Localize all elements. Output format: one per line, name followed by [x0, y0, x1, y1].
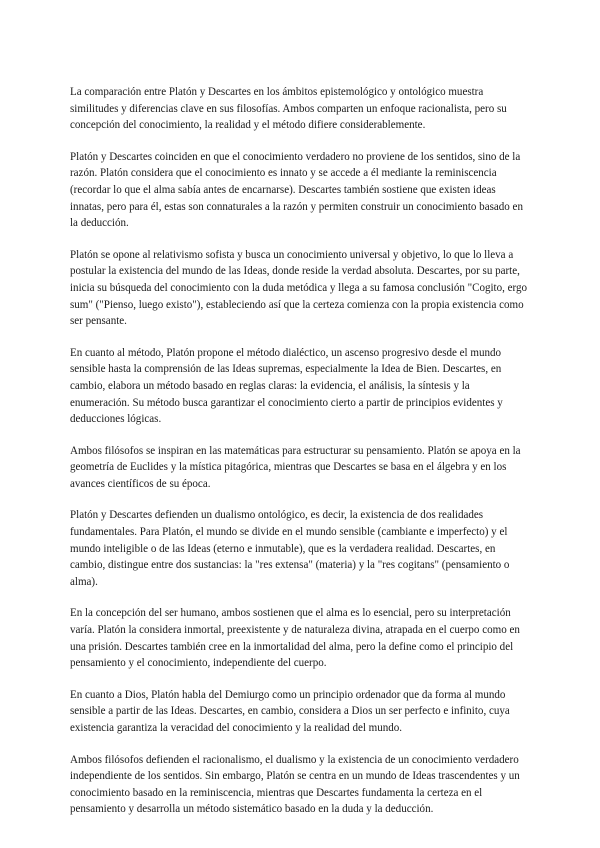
paragraph-dualism: Platón y Descartes defienden un dualismo ontológico, es decir, la existencia de dos realidades fundamentales. Para Platón, el mundo se divide en el mundo sensible (cambiante e imperfecto) y el mundo inteligible o de las Ideas (eterno e inmutable), que es la verdadera realidad. Descartes, en cambio, distingue entre dos sustancias: la "res extensa" (materia) y la "res cogitans" (pensamiento o alma). [70, 509, 510, 588]
paragraph-method: En cuanto al método, Platón propone el método dialéctico, un ascenso progresivo desde el mundo sensible hasta la comprensión de las Ideas supremas, especialmente la Idea de Bien. Descartes, en cambio, elabora un método basado en reglas claras: la evidencia, el análisis, la síntesis y la enumeración. Su método busca garantizar el conocimiento cierto a partir de principios evidentes y deducciones lógicas. [70, 346, 503, 426]
paragraph-human-being: En la concepción del ser humano, ambos sostienen que el alma es lo esencial, pero su interpretación varía. Platón la considera inmortal, preexistente y de naturaleza divina, atrapada en el cuerpo como en una prisión. Descartes también cree en la inmortalidad del alma, pero la define como el principio del pensamiento y el conocimiento, independiente del cuerpo. [70, 607, 520, 670]
paragraph-intro: La comparación entre Platón y Descartes en los ámbitos epistemológico y ontológico muestra similitudes y diferencias clave en sus filosofías. Ambos comparten un enfoque racionalista, pero su concepción del conocimiento, la realidad y el método difiere considerablemente. [70, 86, 507, 132]
paragraph-god: En cuanto a Dios, Platón habla del Demiurgo como un principio ordenador que da forma al mundo sensible a partir de las Ideas. Descartes, en cambio, considera a Dios un ser perfecto e infinito, cuya existencia garantiza la veracidad del conocimiento y la realidad del mundo. [70, 688, 510, 734]
paragraph-conclusion: Ambos filósofos defienden el racionalismo, el dualismo y la existencia de un conocimiento verdadero independiente de los sentidos. Sin embargo, Platón se centra en un mundo de Ideas trascendentes y un conocimiento basado en la reminiscencia, mientras que Descartes fundamenta la certeza en el pensamiento y desarrolla un método sistemático basado en la duda y la deducción. [70, 753, 520, 816]
paragraph-knowledge-source: Platón y Descartes coinciden en que el conocimiento verdadero no proviene de los sentidos, sino de la razón. Platón considera que el conocimiento es innato y se accede a él mediante la reminiscencia (recordar lo que el alma sabía antes de encarnarse). Descartes también sostiene que existen ideas innatas, pero para él, estas son connaturales a la razón y permiten construir un conocimiento basado en la deducción. [70, 150, 523, 230]
paragraph-relativism: Platón se opone al relativismo sofista y busca un conocimiento universal y objetivo, lo que lo lleva a postular la existencia del mundo de las Ideas, donde reside la verdad absoluta. Descartes, por su parte, inicia su búsqueda del conocimiento con la duda metódica y llega a su famosa conclusión "Cogito, ergo sum" ("Pienso, luego existo"), estableciendo así que la certeza comienza con la propia existencia como ser pensante. [70, 248, 528, 328]
paragraph-mathematics: Ambos filósofos se inspiran en las matemáticas para estructurar su pensamiento. Platón se apoya en la geometría de Euclides y la mística pitagórica, mientras que Descartes se basa en el álgebra y en los avances científicos de su época. [70, 444, 521, 490]
